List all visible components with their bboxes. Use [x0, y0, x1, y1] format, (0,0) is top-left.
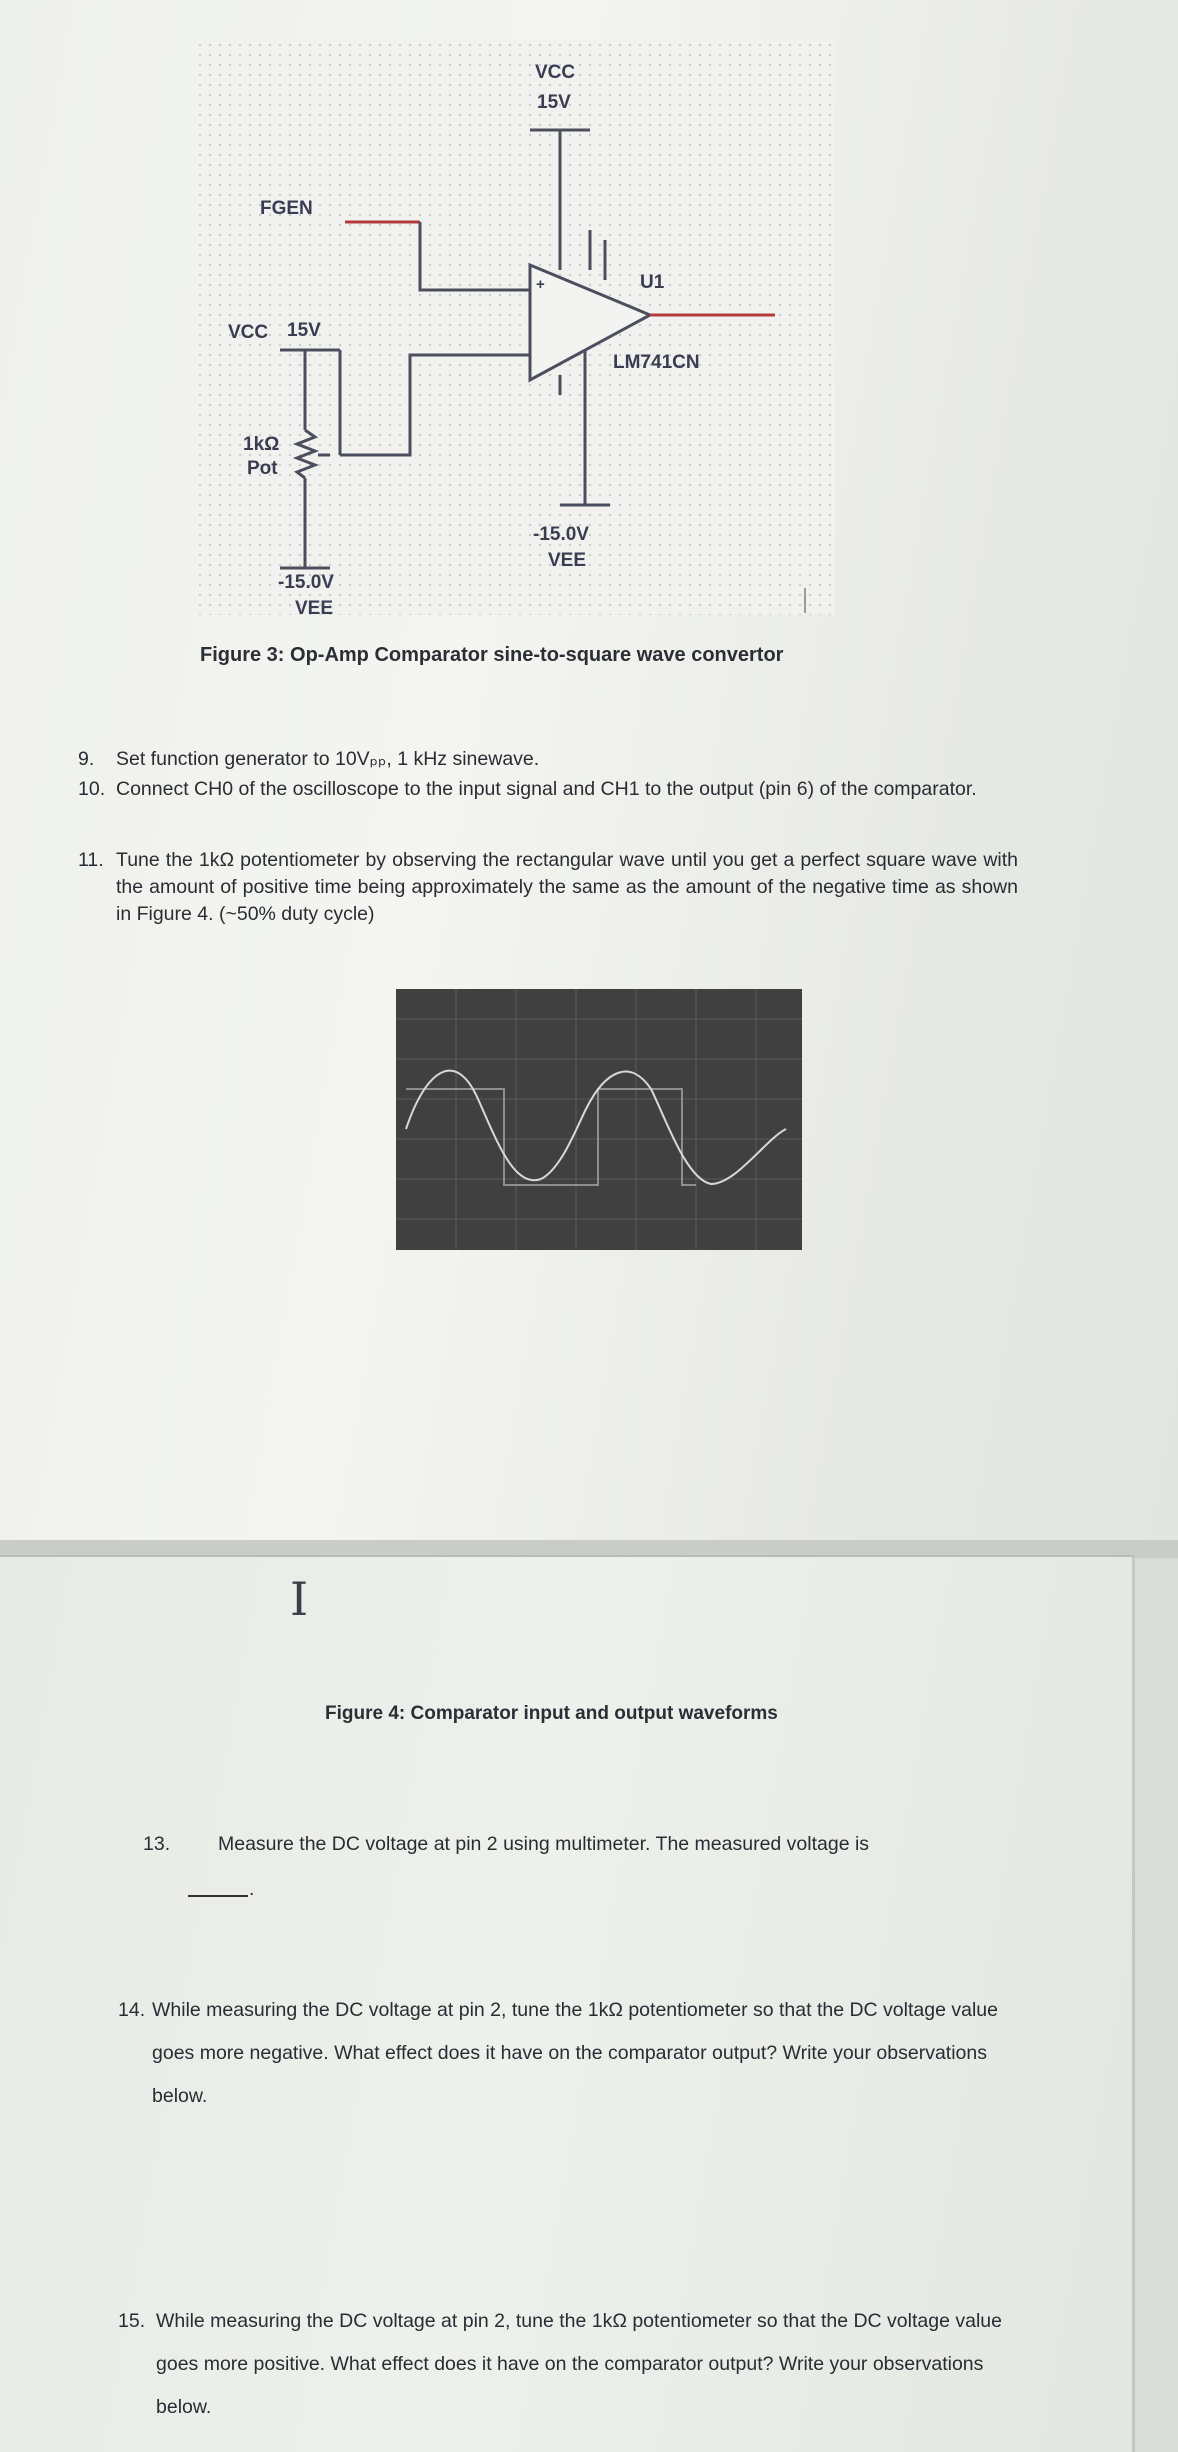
step-text: Tune the 1kΩ potentiometer by observing the rectangular wave until you get a perfect square wave with the amount of positive time being approximately the same as the amount of the negative time as shown in Figure 4. (~50% duty cycle)	[116, 849, 1018, 925]
text-cursor-icon: I	[290, 1572, 309, 1626]
figure-3-caption: Figure 3: Op-Amp Comparator sine-to-square wave convertor	[200, 644, 784, 666]
vcc-left-label: VCC	[228, 322, 269, 343]
vee-left-value: -15.0V	[278, 572, 334, 593]
step-15	[118, 2300, 1018, 2429]
step-number: 11.	[78, 849, 104, 871]
step-number: 13.	[143, 1833, 171, 1855]
answer-blank[interactable]	[188, 1895, 248, 1897]
u1-label: U1	[640, 272, 665, 293]
step-14	[118, 1989, 1018, 2118]
step-number: 14.	[118, 1999, 146, 2021]
vcc-left-value: 15V	[287, 320, 321, 341]
pot-label: Pot	[247, 458, 278, 479]
step-13-tail: .	[249, 1878, 255, 1900]
step-text: While measuring the DC voltage at pin 2, tune the 1kΩ potentiometer so that the DC voltage value goes more negative. What effect does it have on the comparator output? Write your observations below.	[152, 1999, 998, 2107]
step-text: Set function generator to 10Vₚₚ, 1 kHz sinewave.	[116, 748, 540, 770]
vcc-top-value: 15V	[537, 92, 571, 113]
step-13	[143, 1831, 1023, 1858]
opamp-part-label: LM741CN	[613, 352, 700, 373]
pot-value-label: 1kΩ	[243, 434, 280, 455]
plus-pin-label: +	[536, 276, 545, 293]
vee-right-label: VEE	[548, 550, 587, 571]
step-text: Measure the DC voltage at pin 2 using multimeter. The measured voltage is	[218, 1833, 870, 1855]
step-text: Connect CH0 of the oscilloscope to the input signal and CH1 to the output (pin 6) of the comparator.	[116, 778, 977, 800]
step-number: 15.	[118, 2310, 146, 2332]
figure-4-caption: Figure 4: Comparator input and output waveforms	[325, 1703, 778, 1724]
fgen-label: FGEN	[260, 198, 313, 219]
step-9	[78, 746, 998, 773]
schematic-wiring	[0, 0, 1178, 700]
step-10	[78, 776, 1018, 803]
step-11	[78, 847, 1018, 928]
oscilloscope-waveform-image	[396, 989, 802, 1250]
vee-right-value: -15.0V	[533, 524, 589, 545]
vee-left-label: VEE	[295, 598, 334, 619]
vcc-top-label: VCC	[535, 62, 576, 83]
step-text: While measuring the DC voltage at pin 2, tune the 1kΩ potentiometer so that the DC voltage value goes more positive. What effect does it have on the comparator output? Write your observations below.	[156, 2310, 1002, 2418]
step-number: 9.	[78, 748, 95, 770]
waveform-plot	[396, 989, 802, 1250]
step-number: 10.	[78, 778, 106, 800]
